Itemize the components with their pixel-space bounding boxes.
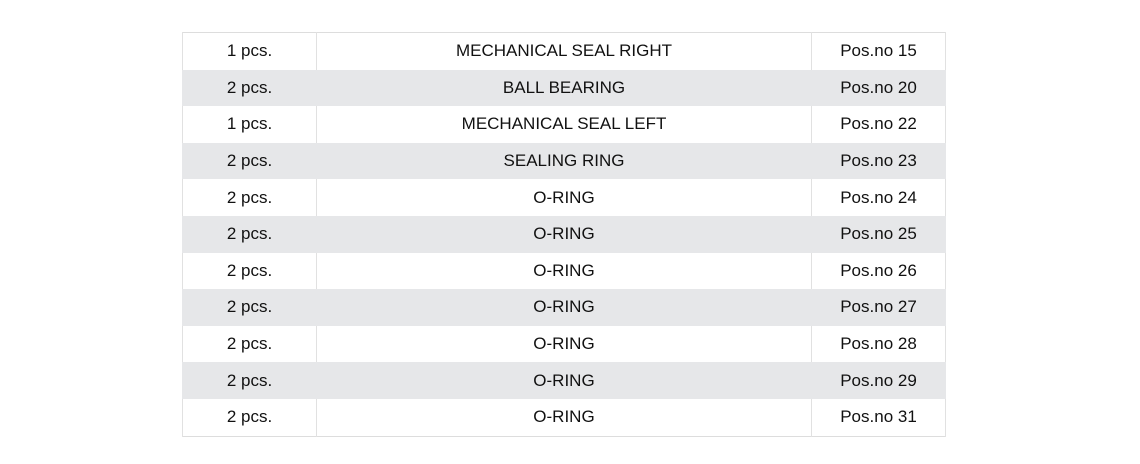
- position-cell: Pos.no 15: [812, 33, 946, 70]
- table-row: [183, 143, 946, 180]
- position-cell: Pos.no 20: [812, 70, 946, 107]
- quantity-cell: 2 pcs.: [183, 362, 317, 399]
- description-cell: O-RING: [317, 179, 812, 216]
- position-cell: Pos.no 24: [812, 179, 946, 216]
- table-row: [183, 33, 946, 70]
- quantity-cell: 2 pcs.: [183, 326, 317, 363]
- table-row: [183, 289, 946, 326]
- quantity-cell: 1 pcs.: [183, 33, 317, 70]
- parts-table-body: [183, 33, 946, 437]
- table-row: [183, 362, 946, 399]
- position-cell: Pos.no 28: [812, 326, 946, 363]
- position-cell: Pos.no 31: [812, 399, 946, 436]
- quantity-cell: 2 pcs.: [183, 143, 317, 180]
- description-cell: O-RING: [317, 362, 812, 399]
- quantity-cell: 2 pcs.: [183, 216, 317, 253]
- quantity-cell: 2 pcs.: [183, 70, 317, 107]
- parts-table: [182, 32, 946, 437]
- description-cell: O-RING: [317, 253, 812, 290]
- table-row: [183, 253, 946, 290]
- description-cell: BALL BEARING: [317, 70, 812, 107]
- quantity-cell: 2 pcs.: [183, 289, 317, 326]
- table-row: [183, 326, 946, 363]
- quantity-cell: 1 pcs.: [183, 106, 317, 143]
- description-cell: SEALING RING: [317, 143, 812, 180]
- table-row: [183, 106, 946, 143]
- description-cell: O-RING: [317, 216, 812, 253]
- description-cell: O-RING: [317, 399, 812, 436]
- table-row: [183, 399, 946, 436]
- quantity-cell: 2 pcs.: [183, 253, 317, 290]
- position-cell: Pos.no 25: [812, 216, 946, 253]
- quantity-cell: 2 pcs.: [183, 399, 317, 436]
- position-cell: Pos.no 23: [812, 143, 946, 180]
- description-cell: O-RING: [317, 326, 812, 363]
- position-cell: Pos.no 27: [812, 289, 946, 326]
- table-row: [183, 179, 946, 216]
- description-cell: O-RING: [317, 289, 812, 326]
- description-cell: MECHANICAL SEAL LEFT: [317, 106, 812, 143]
- position-cell: Pos.no 22: [812, 106, 946, 143]
- table-row: [183, 216, 946, 253]
- description-cell: MECHANICAL SEAL RIGHT: [317, 33, 812, 70]
- table-row: [183, 70, 946, 107]
- position-cell: Pos.no 29: [812, 362, 946, 399]
- position-cell: Pos.no 26: [812, 253, 946, 290]
- parts-table-container: [182, 32, 945, 437]
- quantity-cell: 2 pcs.: [183, 179, 317, 216]
